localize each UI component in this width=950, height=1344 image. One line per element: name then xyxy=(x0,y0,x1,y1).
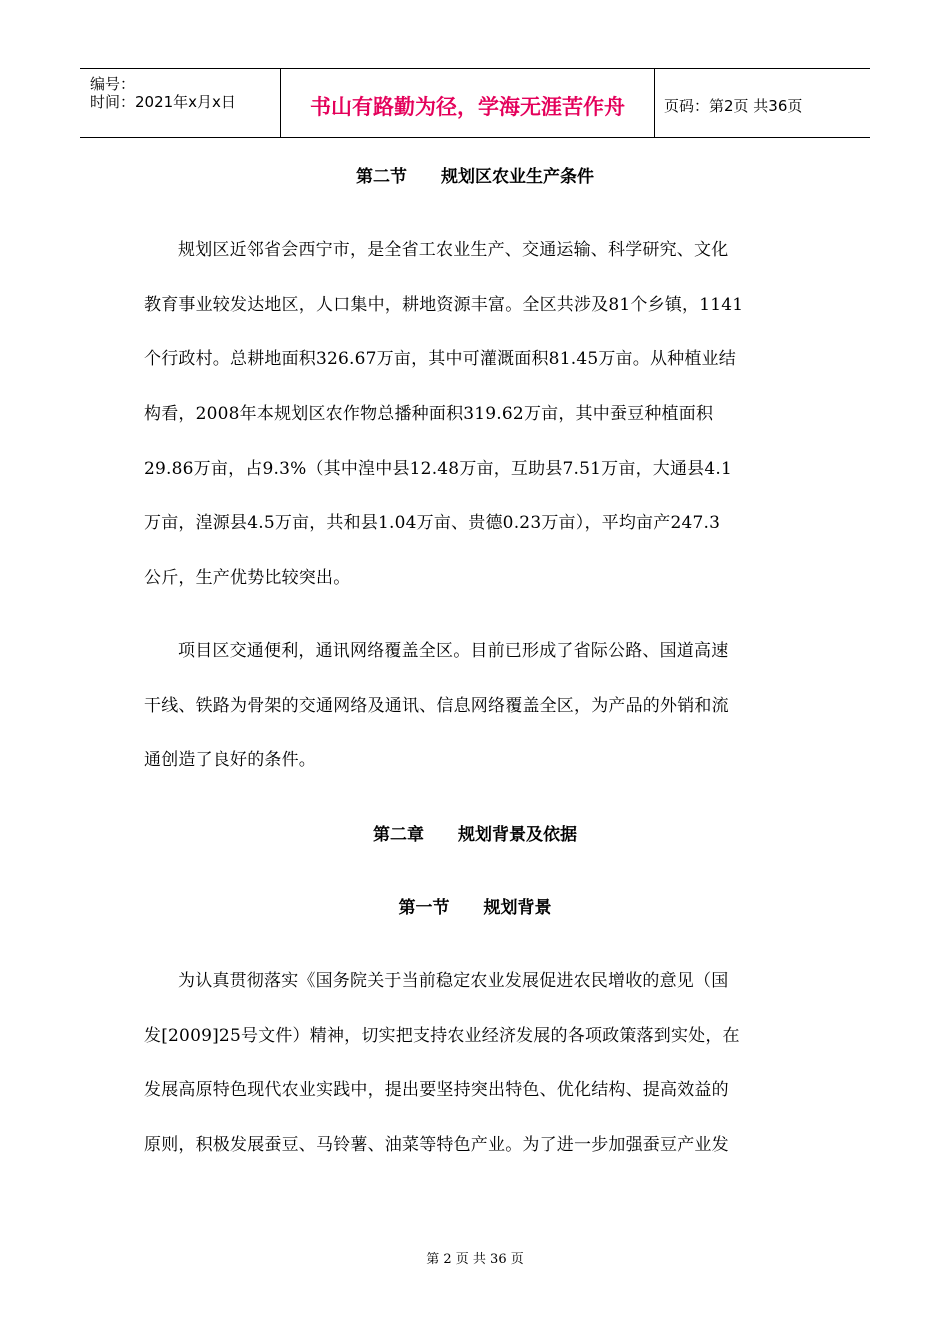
text-line: 万亩，湟源县4.5万亩，共和县1.04万亩、贵德0.23万亩），平均亩产247.3 xyxy=(144,513,721,533)
text-line: 发[2009]25号文件）精神，切实把支持农业经济发展的各项政策落到实处，在 xyxy=(144,1026,740,1046)
text-line: 原则，积极发展蚕豆、马铃薯、油菜等特色产业。为了进一步加强蚕豆产业发 xyxy=(144,1135,729,1155)
header-meta-cell xyxy=(80,69,280,137)
text-line: 规划区近邻省会西宁市，是全省工农业生产、交通运输、科学研究、文化 xyxy=(178,240,729,260)
text-line: 干线、铁路为骨架的交通网络及通讯、信息网络覆盖全区，为产品的外销和流 xyxy=(144,696,729,716)
text-line: 29.86万亩，占9.3%（其中湟中县12.48万亩，互助县7.51万亩，大通县4.1 xyxy=(144,459,733,479)
date-label: 时间：2021年x月x日 xyxy=(90,93,236,111)
section-heading: 第二节 规划区农业生产条件 xyxy=(356,167,594,187)
text-line: 项目区交通便利，通讯网络覆盖全区。目前已形成了省际公路、国道高速 xyxy=(178,641,729,661)
section-heading: 第一节 规划背景 xyxy=(398,898,552,918)
text-line: 通创造了良好的条件。 xyxy=(144,750,316,770)
page-header xyxy=(80,68,870,138)
page-footer: 第 2 页 共 36 页 xyxy=(426,1252,524,1267)
header-page-cell xyxy=(654,69,870,137)
header-motto-cell xyxy=(280,69,655,137)
chapter-heading: 第二章 规划背景及依据 xyxy=(373,825,577,845)
text-line: 发展高原特色现代农业实践中，提出要坚持突出特色、优化结构、提高效益的 xyxy=(144,1080,729,1100)
text-line: 构看，2008年本规划区农作物总播种面积319.62万亩，其中蚕豆种植面积 xyxy=(144,404,714,424)
page-info: 页码：第2页 共36页 xyxy=(664,97,803,115)
text-line: 个行政村。总耕地面积326.67万亩，其中可灌溉面积81.45万亩。从种植业结 xyxy=(144,349,736,369)
text-line: 为认真贯彻落实《国务院关于当前稳定农业发展促进农民增收的意见（国 xyxy=(178,971,729,991)
text-line: 公斤，生产优势比较突出。 xyxy=(144,568,351,588)
text-line: 教育事业较发达地区，人口集中，耕地资源丰富。全区共涉及81个乡镇，1141 xyxy=(144,295,744,315)
serial-number-label: 编号： xyxy=(90,75,136,93)
motto-text: 书山有路勤为径，学海无涯苦作舟 xyxy=(310,95,625,119)
